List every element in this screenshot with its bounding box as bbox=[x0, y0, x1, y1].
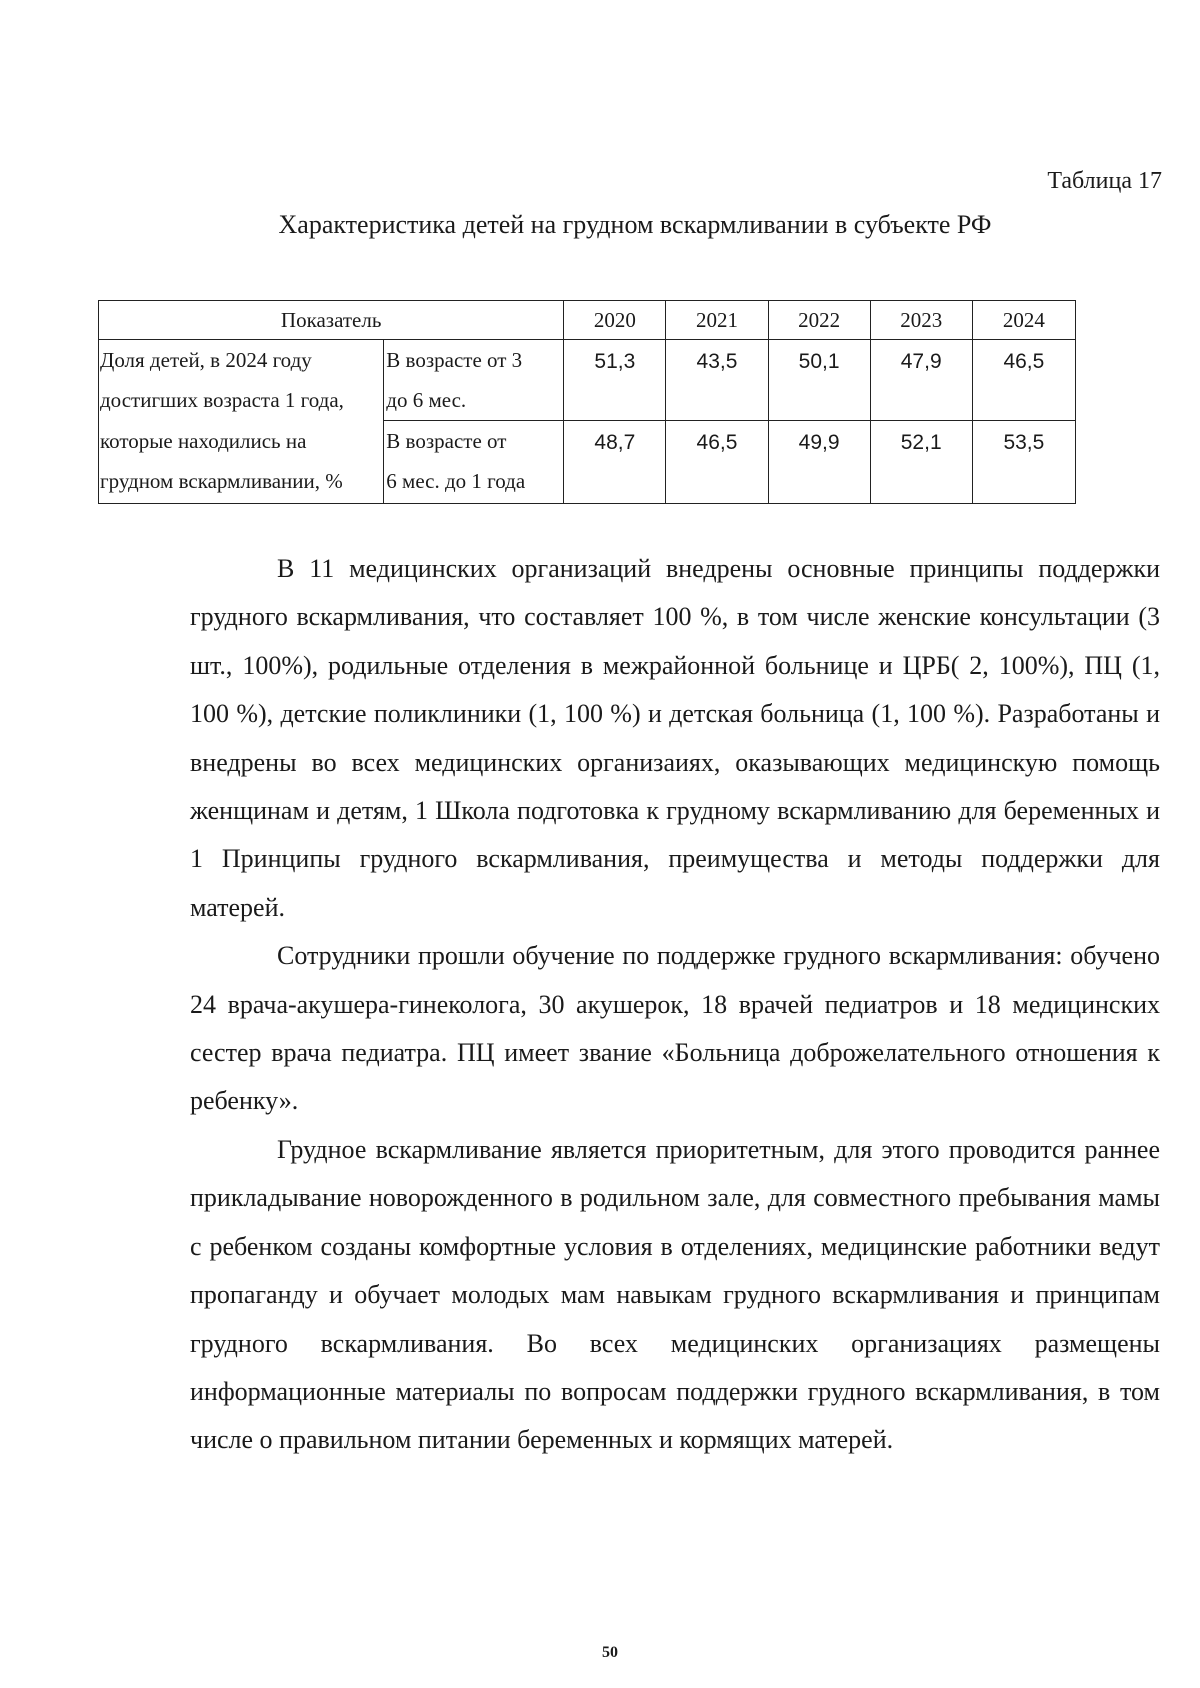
age-group-line: до 6 мес. bbox=[386, 388, 467, 412]
indicator-line: которые находились на bbox=[100, 428, 307, 453]
value-cell: 47,9 bbox=[870, 340, 972, 421]
value-cell: 46,5 bbox=[666, 421, 768, 504]
value-cell: 50,1 bbox=[768, 340, 870, 421]
header-indicator: Показатель bbox=[99, 301, 564, 340]
header-year: 2023 bbox=[870, 301, 972, 340]
data-table bbox=[98, 300, 1076, 504]
table-row bbox=[99, 421, 1076, 504]
indicator-cell bbox=[99, 421, 384, 504]
header-year: 2021 bbox=[666, 301, 768, 340]
age-group-cell bbox=[384, 340, 564, 421]
paragraph: В 11 медицинских организаций внедрены основные принципы поддержки грудного вскармливания, что составляет 100 %, в том числе женские консультации (3 шт., 100%), родильные отделения в межрайонной больнице и ЦРБ( 2, 100%), ПЦ (1, 100 %), детские поликлиники (1, 100 %) и детская больница (1, 100 %). Разработаны и внедрены во всех медицинских организаиях, оказывающих медицинскую помощь женщинам и детям, 1 Школа подготовка к грудному вскармливанию для беременных и 1 Принципы грудного вскармливания, преимущества и методы поддержки для матерей. bbox=[190, 554, 1160, 922]
table-number: Таблица 17 bbox=[1047, 168, 1162, 194]
value-cell: 48,7 bbox=[564, 421, 666, 504]
value-cell: 46,5 bbox=[972, 340, 1075, 421]
indicator-cell bbox=[99, 340, 384, 421]
indicator-line: грудном вскармливании, % bbox=[100, 468, 343, 493]
age-group-cell bbox=[384, 421, 564, 504]
value-cell: 43,5 bbox=[666, 340, 768, 421]
header-year: 2020 bbox=[564, 301, 666, 340]
page-number: 50 bbox=[602, 1644, 618, 1661]
value-cell: 52,1 bbox=[870, 421, 972, 504]
age-group-line: В возрасте от bbox=[386, 429, 507, 453]
paragraph: Грудное вскармливание является приоритетным, для этого проводится раннее прикладывание новорожденного в родильном зале, для совместного пребывания мамы с ребенком созданы комфортные условия в отделениях, медицинские работники ведут пропаганду и обучает молодых мам навыкам грудного вскармливания и принципам грудного вскармливания. Во всех медицинских организациях размещены информационные материалы по вопросам поддержки грудного вскармливания, в том числе о правильном питании беременных и кормящих матерей. bbox=[190, 1134, 1160, 1455]
value-cell: 53,5 bbox=[972, 421, 1075, 504]
table-header-row bbox=[99, 301, 1076, 340]
indicator-line: достигших возраста 1 года, bbox=[100, 388, 344, 412]
value-cell: 49,9 bbox=[768, 421, 870, 504]
table-title: Характеристика детей на грудном вскармливании в субъекте РФ bbox=[278, 210, 992, 239]
age-group-line: 6 мес. до 1 года bbox=[386, 469, 526, 493]
value-cell: 51,3 bbox=[564, 340, 666, 421]
indicator-line: Доля детей, в 2024 году bbox=[100, 348, 312, 372]
table-row bbox=[99, 340, 1076, 421]
paragraph: Сотрудники прошли обучение по поддержке грудного вскармливания: обучено 24 врача-акушера-гинеколога, 30 акушерок, 18 врачей педиатров и 18 медицинских сестер врача педиатра. ПЦ имеет звание «Больница доброжелательного отношения к ребенку». bbox=[190, 941, 1160, 1116]
body-text bbox=[190, 545, 1160, 1465]
header-year: 2024 bbox=[972, 301, 1075, 340]
header-year: 2022 bbox=[768, 301, 870, 340]
age-group-line: В возрасте от 3 bbox=[386, 348, 523, 372]
